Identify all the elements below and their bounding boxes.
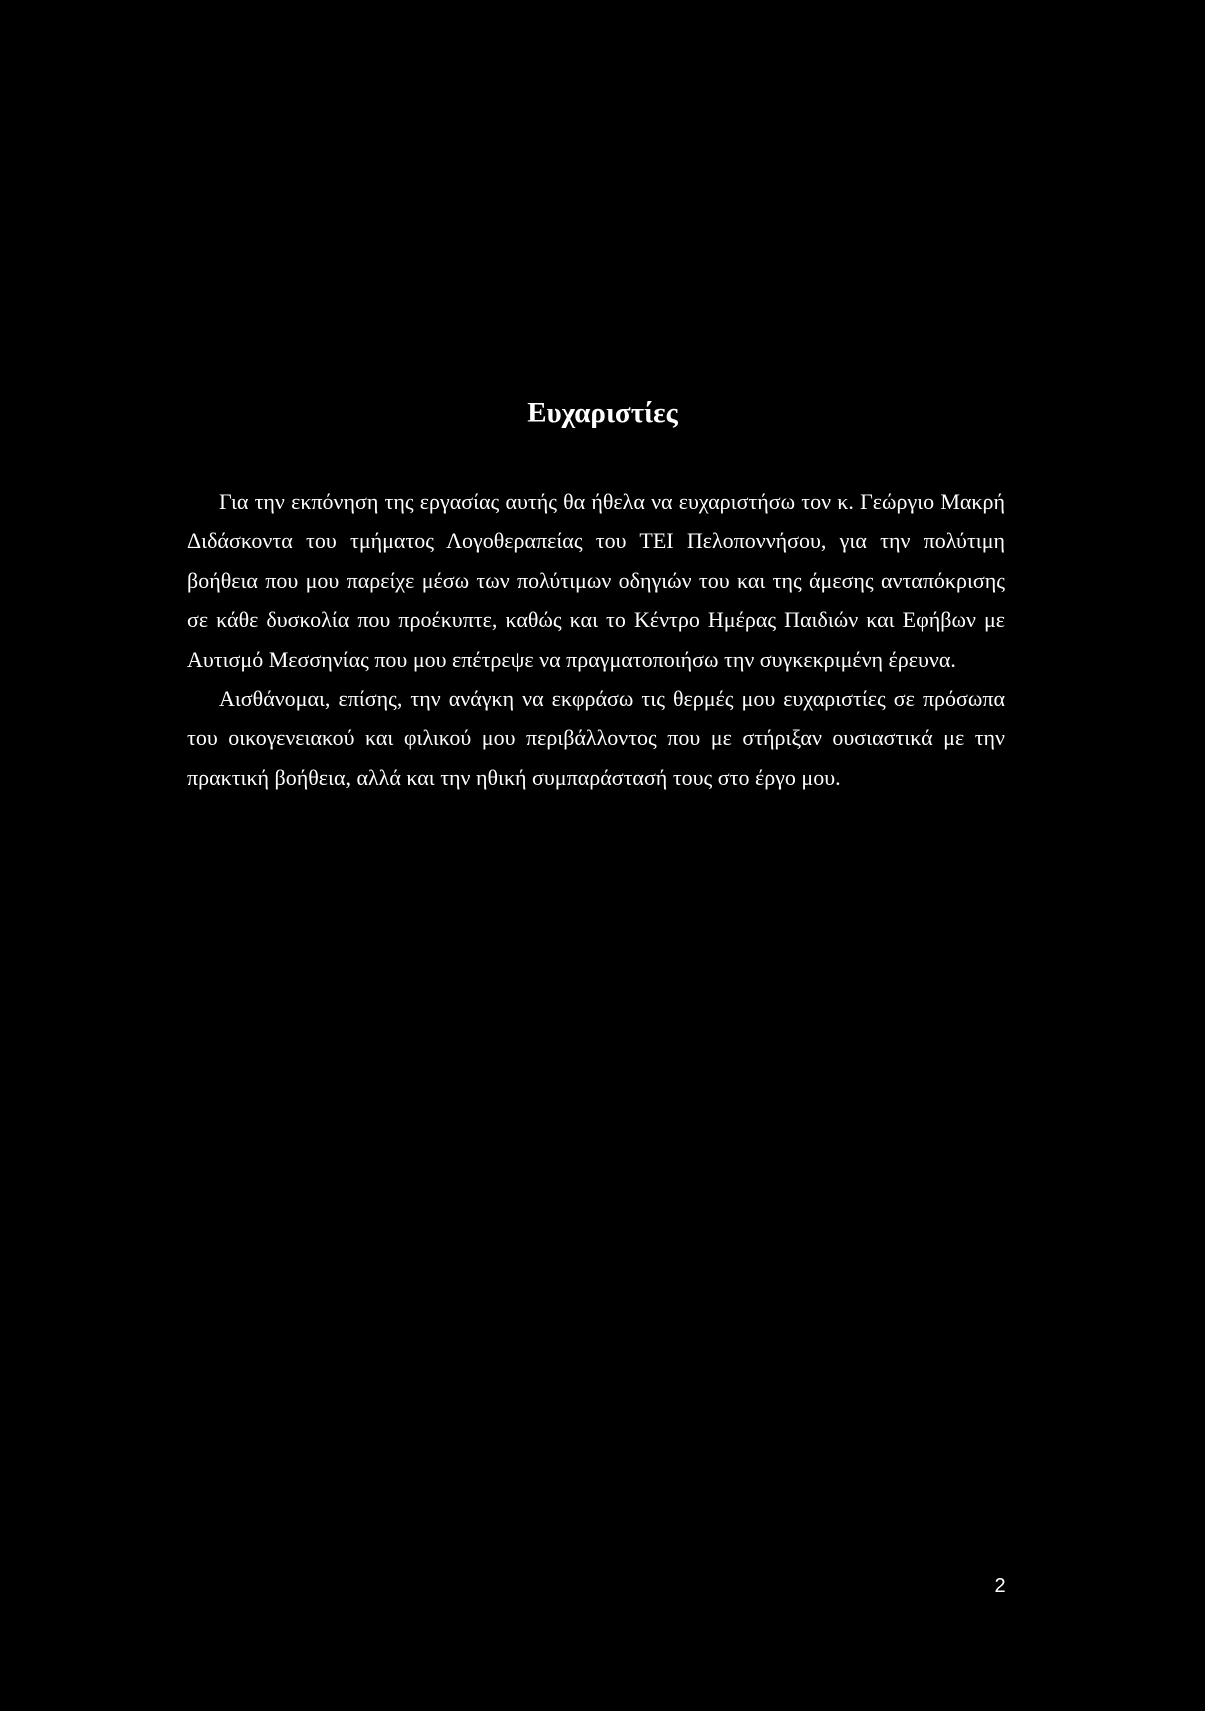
page-number: 2 <box>994 1575 1006 1597</box>
acknowledgements-body <box>187 482 1005 797</box>
paragraph-2: Αισθάνομαι, επίσης, την ανάγκη να εκφράσω τις θερμές μου ευχαριστίες σε πρόσωπα του οικογενειακού και φιλικού μου περιβάλλοντος που με στήριξαν ουσιαστικά με την πρακτική βοήθεια, αλλά και την ηθική συμπαράστασή τους στο έργο μου. <box>187 686 1005 790</box>
paragraph-1: Για την εκπόνηση της εργασίας αυτής θα ήθελα να ευχαριστήσω τον κ. Γεώργιο Μακρή Διδάσκοντα του τμήματος Λογοθεραπείας του ΤΕΙ Πελοποννήσου, για την πολύτιμη βοήθεια που μου παρείχε μέσω των πολύτιμων οδηγιών του και της άμεσης ανταπόκρισης σε κάθε δυσκολία που προέκυπτε, καθώς και το Κέντρο Ημέρας Παιδιών και Εφήβων με Αυτισμό Μεσσηνίας που μου επέτρεψε να πραγματοποιήσω την συγκεκριμένη έρευνα. <box>187 489 1005 672</box>
page-title: Ευχαριστίες <box>527 397 678 429</box>
